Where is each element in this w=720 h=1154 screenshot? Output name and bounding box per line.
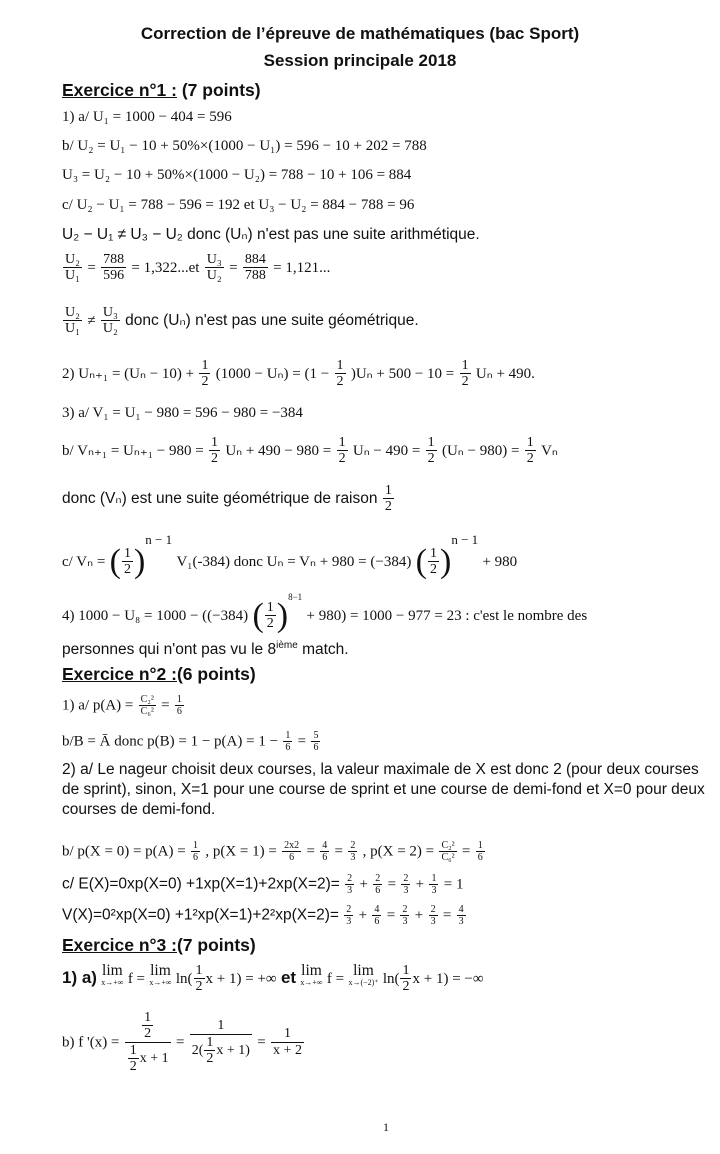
exercise-1-heading: Exercice n°1 : (7 points) (62, 80, 261, 100)
fraction-u3-u2: $\frac{\text{U₃}}{\text{U₂}}$ (206, 252, 222, 284)
ex1-line-4-cont: personnes qui n'ont pas vu le 8ième match. (62, 640, 349, 659)
ex1-line-u3: U₃ = U₂ − 10 + 50%×(1000 − U₂) = 788 − 10 + 106 = 884 (62, 167, 412, 183)
ex2-line-1a: 1) a/ p(A) = $\frac{\text{C₂²}}{\text{C₆²}}$ = $\frac{1}{6}$ (62, 694, 182, 717)
ex1-line-not-arithmetic: U₂ − U₁ ≠ U₃ − U₂ donc (Uₙ) n'est pas une suite arithmétique. (62, 226, 480, 243)
ex2-line-1b: b/B = Ā donc p(B) = 1 − p(A) = 1 − $\frac{1}{6}$ = $\frac{5}{6}$ (62, 730, 319, 753)
ex1-line-3b: b/ Vₙ₊₁ = Uₙ₊₁ − 980 = $\frac{1}{2}$ Uₙ + 490 − 980 = $\frac{1}{2}$ Uₙ − 490 = $\frac{1}{2}$ (Uₙ − 980) = $\frac{1}{2}$ Vₙ (62, 435, 558, 467)
ex2-line-2b: b/ p(X = 0) = p(A) = $\frac{1}{6}$ , p(X = 1) = $\frac{2x2}{6}$ = $\frac{4}{6}$ = $\frac{2}{3}$ , p(X = 2) = $\frac{\text{C₂²}}{\text{C₆²}}$ = $\frac{1}{6}$ (62, 840, 483, 863)
ex1-line-4: 4) 1000 − U₈ = 1000 − ((−384) ( $\frac{1}{2}$ )$^{8-1}$ + 980) = 1000 − 977 = 23 : c'est le nombre des (62, 592, 588, 634)
fraction-884-788: $\frac{884}{788}$ (244, 252, 266, 284)
document-title: Correction de l’épreuve de mathématiques (bac Sport) (140, 24, 580, 43)
ex1-line-1c: c/ U₂ − U₁ = 788 − 596 = 192 et U₃ − U₂ = 884 − 788 = 96 (62, 197, 415, 213)
fraction-788-596: $\frac{788}{596}$ (103, 252, 125, 284)
ex3-line-1a-limits: 1) a) lim x→+∞ f = lim x→+∞ ln( $\frac{1}{2}$ x + 1) = +∞ et lim x→+∞ f = lim x→(−2)⁺ ln( $\frac{1}{2}$ x + 1) = −∞ (62, 962, 484, 995)
ex1-line-not-geometric: $\frac{\text{U₂}}{\text{U₁}}$ ≠ $\frac{\text{U₃}}{\text{U₂}}$ donc (Uₙ) n'est pas une suite géométrique. (65, 305, 419, 337)
ex2-line-2c-expectation: c/ E(X)=0xp(X=0) +1xp(X=1)+2xp(X=2)= $\frac{2}{3}$ + $\frac{2}{6}$ = $\frac{2}{3}$ + $\frac{1}{3}$ = 1 (62, 873, 464, 896)
ex1-line-3a: 3) a/ V₁ = U₁ − 980 = 596 − 980 = −384 (62, 405, 303, 421)
ex3-line-1b-derivative: b) f '(x) = $\frac{1}{2}$ $\frac{1}{2}$ x + 1 = 1 2( $\frac{1}{2}$ x + 1) = $\frac{1}{x + 2}$ (62, 1010, 302, 1075)
ex1-line-1b: b/ U₂ = U₁ − 10 + 50%×(1000 − U₁) = 596 − 10 + 202 = 788 (62, 138, 427, 154)
ex2-paragraph-2a: 2) a/ Le nageur choisit deux courses, la valeur maximale de X est donc 2 (pour deux courses de sprint), sinon, X=1 pour une course de sprint et une course de demi-fond et X=0 pour deux courses de demi-fond. (62, 761, 705, 819)
ex2-line-variance: V(X)=0²xp(X=0) +1²xp(X=1)+2²xp(X=2)= $\frac{2}{3}$ + $\frac{4}{6}$ = $\frac{2}{3}$ + $\frac{2}{3}$ = $\frac{4}{3}$ (62, 904, 464, 927)
exercise-3-heading: Exercice n°3 :(7 points) (62, 935, 256, 955)
fraction-u2-u1: $\frac{\text{U₂}}{\text{U₁}}$ (65, 252, 80, 284)
ex1-line-3c: c/ Vₙ = ( $\frac{1}{2}$ )$^{n - 1}$ V₁(-384) donc Uₙ = Vₙ + 980 = (−384) ( $\frac{1}{2}$ )$^{n - 1}$ + 980 (62, 532, 518, 580)
ex1-line-geometric-ratio: donc (Vₙ) est une suite géométrique de raison $\frac{1}{2}$ (62, 483, 392, 515)
ex1-line-1a: 1) a/ U₁ = 1000 − 404 = 596 (62, 109, 232, 125)
ex1-line-ratios: $\frac{\text{U₂}}{\text{U₁}}$ = $\frac{788}{596}$ = 1,322...et $\frac{\text{U₃}}{\text{U₂}}$ = $\frac{884}{788}$ = 1,121... (65, 252, 331, 284)
exercise-2-heading: Exercice n°2 :(6 points) (62, 664, 256, 684)
ex1-line-recurrence: 2) Uₙ₊₁ = (Uₙ − 10) + $\frac{1}{2}$ (1000 − Uₙ) = (1 − $\frac{1}{2}$ )Uₙ + 500 − 10 = $\frac{1}{2}$ Uₙ + 490. (62, 358, 535, 390)
page-number: 1 (383, 1120, 389, 1134)
session-title: Session principale 2018 (263, 51, 457, 70)
derivative-main-fraction: $\frac{1}{2}$ $\frac{1}{2}$ x + 1 (125, 1010, 171, 1075)
